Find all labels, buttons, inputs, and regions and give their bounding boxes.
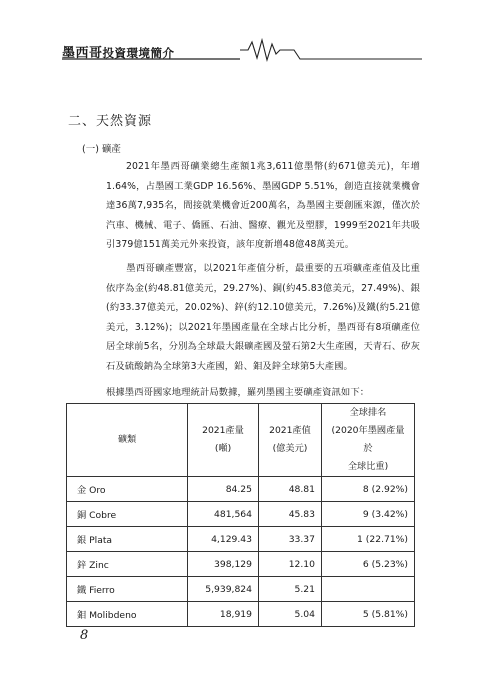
header-production	[188, 404, 259, 477]
header-production-line2: (噸)	[214, 443, 232, 454]
cell-value: 12.10	[259, 552, 322, 577]
cell-rank: 6 (5.23%)	[322, 552, 415, 577]
header-rank-line2: (2020年墨國產量於	[331, 425, 405, 454]
section-title: 二、天然資源	[68, 114, 153, 129]
cell-rank	[322, 577, 415, 602]
cell-mineral: 鐵 Fierro	[67, 577, 188, 602]
header-value-line1: 2021產值	[269, 425, 311, 436]
header-rank	[322, 404, 415, 477]
table-row	[67, 527, 415, 552]
cell-mineral: 銀 Plata	[67, 527, 188, 552]
cell-mineral: 鉬 Molibdeno	[67, 602, 188, 627]
paragraph-production-text: 2021年墨西哥礦業總生產額1兆3,611億墨幣(約671億美元)，年增1.64%，占墨國工業GDP 16.56%、墨國GDP 5.51%，創造直接就業機會達36萬7,935名，間接就業機會近200萬名，為墨國主要創匯來源，僅次於汽車、機械、電子、僑匯、石油、醫療、觀光及塑膠，1999至2021年共吸引379億151萬美元外來投資，該年度新增48億48萬美元。	[106, 161, 420, 251]
cell-rank: 1 (22.71%)	[322, 527, 415, 552]
header-value	[259, 404, 322, 477]
cell-production: 5,939,824	[188, 577, 259, 602]
cell-value: 33.37	[259, 527, 322, 552]
cell-production: 84.25	[188, 477, 259, 502]
header-production-line1: 2021產量	[202, 425, 244, 436]
cell-value: 5.21	[259, 577, 322, 602]
cell-rank: 9 (3.42%)	[322, 502, 415, 527]
header-title-sub: 投資環境簡介	[102, 46, 175, 60]
paragraph-minerals	[106, 259, 420, 377]
paragraph-production	[106, 157, 420, 255]
cell-production: 481,564	[188, 502, 259, 527]
header-title	[62, 42, 175, 61]
cell-production: 398,129	[188, 552, 259, 577]
paragraph-minerals-text: 墨西哥礦產豐富，以2021年產值分析，最重要的五項礦產產值及比重依序為金(約48.81億美元，29.27%)、銅(約45.83億美元，27.49%)、銀(約33.37億美元，20.02%)、鋅(約12.10億美元，7.26%)及鐵(約5.21億美元，3.12%)；以2021年墨國產量在全球占比分析，墨西哥有8項礦產位居全球前5名，分別為全球最大銀礦產國及螢石第2大生產國，天青石、矽灰石及硫酸鈉為全球第3大產國，鉛、鉬及鋅全球第5大產國。	[106, 263, 420, 372]
cell-mineral: 銅 Cobre	[67, 502, 188, 527]
minerals-table	[66, 403, 415, 627]
header-title-main: 墨西哥	[62, 46, 103, 61]
table-row	[67, 477, 415, 502]
cell-value: 5.04	[259, 602, 322, 627]
cell-mineral: 鋅 Zinc	[67, 552, 188, 577]
cell-production: 18,919	[188, 602, 259, 627]
cell-mineral: 金 Oro	[67, 477, 188, 502]
paragraph-table-intro: 根據墨西哥國家地理統計局數據，羅列墨國主要礦產資訊如下：	[106, 387, 370, 398]
header-value-line2: (億美元)	[272, 443, 308, 454]
table-row	[67, 552, 415, 577]
page-number: 8	[80, 628, 89, 643]
header-rank-line1: 全球排名	[349, 407, 387, 418]
table-row	[67, 577, 415, 602]
header-rank-line3: 全球比重)	[347, 461, 389, 472]
running-header	[62, 38, 422, 64]
cell-production: 4,129.43	[188, 527, 259, 552]
table-header-row	[67, 404, 415, 477]
cell-rank: 8 (2.92%)	[322, 477, 415, 502]
subsection-title: (一) 礦產	[82, 144, 121, 155]
header-mineral: 礦類	[67, 404, 188, 477]
cell-value: 48.81	[259, 477, 322, 502]
cell-value: 45.83	[259, 502, 322, 527]
cell-rank: 5 (5.81%)	[322, 602, 415, 627]
table-row	[67, 502, 415, 527]
table-row	[67, 602, 415, 627]
